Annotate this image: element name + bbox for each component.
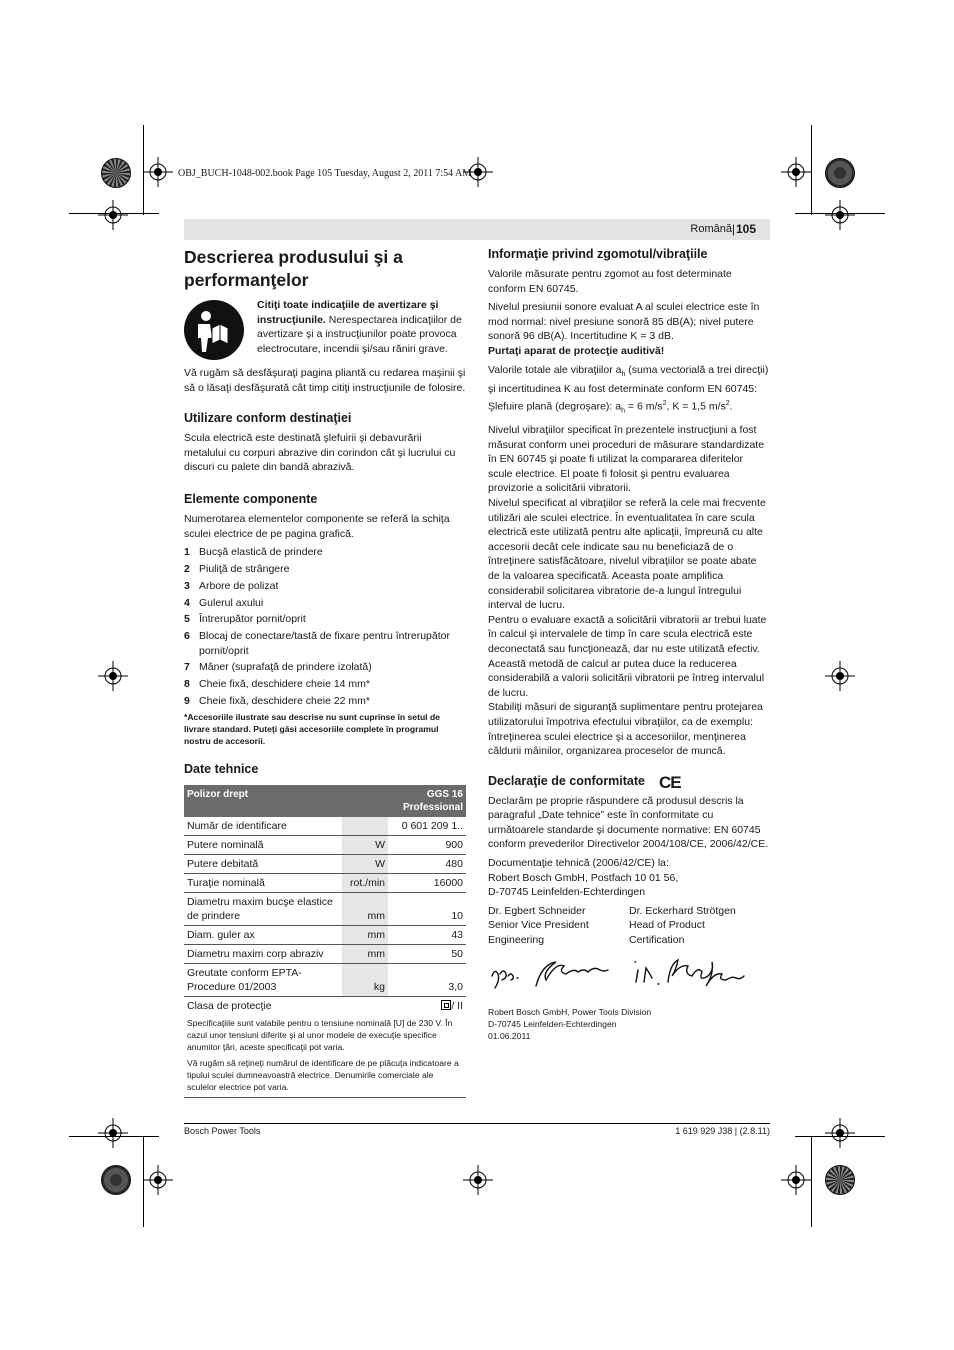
footer-left: Bosch Power Tools	[184, 1126, 261, 1136]
print-header: OBJ_BUCH-1048-002.book Page 105 Tuesday, August 2, 2011 7:54 AM	[178, 168, 472, 179]
signatures-image	[488, 952, 770, 998]
left-column	[184, 246, 466, 1098]
conformity-p2: Documentaţie tehnică (2006/42/CE) la: Robert Bosch GmbH, Postfach 10 01 56, D-70745 Leinfelden-Echterdingen	[488, 857, 679, 899]
noise-heading: Informaţie privind zgomotul/vibraţiile	[488, 247, 708, 261]
usage-heading: Utilizare conform destinaţiei	[184, 411, 352, 426]
list-item: 6 Blocaj de conectare/tastă de fixare pentru întrerupător pornit/oprit	[184, 630, 450, 657]
registration-mark-icon	[825, 661, 855, 691]
signatories	[488, 904, 770, 948]
list-item: 4 Gulerul axului	[184, 596, 264, 609]
ce-mark-icon: CE	[659, 772, 681, 792]
registration-disc-icon	[101, 158, 131, 188]
noise-p2: Nivelul presiunii sonore evaluat A al sculei electrice este în mod normal: nivel presiune sonoră 85 dB(A); nivel putere sonoră 96 dB(A). Incertitudine K = 3 dB.	[488, 301, 760, 343]
table-row: Greutate conform EPTA-Procedure 01/2003 kg 3,0	[184, 963, 466, 996]
accessories-note: *Accesoriile ilustrate sau descrise nu sunt cuprinse în setul de livrare standard. Puteţi găsi accesoriile complete în programul nostru de accesorii.	[184, 711, 440, 746]
tech-note-voltage: Specificaţiile sunt valabile pentru o tensiune nominală [U] de 230 V. În cazul unor tensiuni diferite şi al unor modele de execuţie specifice anumitor ţări, aceste specificaţii pot varia.	[187, 1017, 453, 1052]
registration-mark-icon	[781, 157, 811, 187]
list-item: 7 Mâner (suprafaţă de prindere izolată)	[184, 661, 372, 674]
table-header-product: Polizor drept	[184, 785, 388, 817]
company-line: Robert Bosch GmbH, Power Tools Division	[488, 1006, 652, 1017]
list-item: 1 Bucşă elastică de prindere	[184, 546, 323, 559]
right-column	[488, 246, 770, 1042]
list-item: 3 Arbore de polizat	[184, 579, 279, 592]
registration-mark-icon	[463, 157, 493, 187]
components-list	[184, 545, 466, 708]
tech-data-table	[184, 785, 466, 1015]
registration-mark-icon	[98, 200, 128, 230]
list-item: 2 Piuliţă de strângere	[184, 562, 290, 575]
registration-mark-icon	[143, 157, 173, 187]
page-language: Română	[690, 223, 732, 235]
tech-note-id: Vă rugăm să reţineţi numărul de identificare de pe plăcuţa indicatoare a tipului sculei dumneavoastră electrice. Denumirile comerciale ale sculelor electrice pot varia.	[187, 1057, 459, 1092]
registration-disc-icon	[101, 1165, 131, 1195]
registration-disc-icon	[825, 1165, 855, 1195]
registration-mark-icon	[143, 1165, 173, 1195]
noise-p5: Nivelul vibraţiilor specificat în prezentele instrucţiuni a fost măsurat conform unei proceduri de măsurare standardizate în EN 60745 şi poate fi utilizat la compararea diferitelor scule electrice. El poate fi folosit şi pentru evaluarea provizorie a solicitării vibratorii.	[488, 424, 765, 495]
table-row: Diametru maxim bucşe elastice de prindere mm 10	[184, 892, 466, 925]
list-item: 5 Întrerupător pornit/oprit	[184, 613, 306, 626]
registration-mark-icon	[825, 1118, 855, 1148]
registration-mark-icon	[98, 661, 128, 691]
list-item: 8 Cheie fixă, deschidere cheie 14 mm*	[184, 678, 371, 691]
company-address: D-70745 Leinfelden-Echterdingen	[488, 1018, 617, 1029]
usage-text: Scula electrică este destinată şlefuirii şi debavurării metalului cu corpuri abrazive din corindon cât şi lucrului cu discuri cu palete din bandă abrazivă.	[184, 432, 456, 474]
table-row: Turaţie nominală rot./min 16000	[184, 873, 466, 892]
table-row: Diametru maxim corp abraziv mm 50	[184, 944, 466, 963]
page-header-bar	[184, 219, 770, 240]
list-item: 9 Cheie fixă, deschidere cheie 22 mm*	[184, 695, 371, 707]
page-number: 105	[735, 222, 756, 236]
read-manual-icon	[184, 300, 244, 360]
conformity-date: 01.06.2011	[488, 1030, 531, 1041]
crop-mark	[811, 125, 812, 215]
footer-right: 1 619 929 J38 | (2.8.11)	[675, 1126, 770, 1136]
page-title: Descrierea produsului şi a performanţelor	[184, 247, 403, 290]
footer-rule	[184, 1123, 770, 1124]
table-row: Număr de identificare 0 601 209 1..	[184, 817, 466, 836]
table-header-row	[184, 785, 466, 817]
components-heading: Elemente componente	[184, 491, 318, 506]
noise-p6: Nivelul specificat al vibraţiilor se referă la cele mai frecvente utilizări ale sculei electrice. În eventualitatea în care scula electrică este utilizată pentru alte aplicaţii, împreună cu alte accesorii decât cele indicate sau nu beneficiază de o întreţinere satisfăcătoare, nivelul vibraţiilor se poate abate de la valoarea specificată. Aceasta poate amplifica considerabil solicitarea vibratorie de-a lungul întregului interval de lucru.	[488, 497, 766, 612]
conformity-heading: Declaraţie de conformitate CE	[488, 772, 681, 792]
noise-p7: Pentru o evaluare exactă a solicitării vibratorii ar trebui luate în calcul şi intervalele de timp în care scula electrică este deconectată sau funcţionează, dar nu este utilizată efectiv. Această metodă de calcul ar putea duce la reducerea considerabilă a valorii solicitării vibratorii pe întreg intervalul de lucru.	[488, 613, 767, 699]
conformity-p1: Declarăm pe proprie răspundere că produsul descris la paragraful „Date tehnice” este în conformitate cu următoarele standarde şi documente normative: EN 60745 conform prevederilor Directivelor 2004/108/CE, 2006/42/CE.	[488, 794, 769, 851]
crop-mark	[811, 1137, 812, 1227]
table-row: Putere nominală W 900	[184, 835, 466, 854]
intro-text: Vă rugăm să desfăşuraţi pagina pliantă cu redarea maşinii şi să o lăsaţi desfăşurată cât timp citiţi instrucţiunile de folosire.	[184, 367, 466, 394]
registration-mark-icon	[781, 1165, 811, 1195]
double-insulation-icon	[441, 1000, 451, 1010]
registration-mark-icon	[98, 1118, 128, 1148]
noise-p1: Valorile măsurate pentru zgomot au fost determinate conform EN 60745.	[488, 268, 732, 295]
tech-notes	[184, 1015, 466, 1098]
noise-p8: Stabiliţi măsuri de siguranţă suplimentare pentru protejarea utilizatorului împotriva efectului vibraţiilor, ca de exemplu: întreţinerea sculei electrice şi a accesoriilor, menţinerea căldurii mâinilor, organizarea proceselor de muncă.	[488, 701, 763, 758]
signatory-2: Dr. Eckerhard Strötgen Head of Product Certification	[629, 904, 736, 947]
noise-p3: Purtaţi aparat de protecţie auditivă!	[488, 344, 665, 357]
signatory-1: Dr. Egbert Schneider Senior Vice President Engineering	[488, 904, 589, 947]
table-row: Diam. guler ax mm 43	[184, 925, 466, 944]
components-intro: Numerotarea elementelor componente se referă la schiţa sculei electrice de pe pagina grafică.	[184, 512, 450, 540]
page-separator: |	[731, 222, 735, 236]
registration-mark-icon	[825, 200, 855, 230]
table-row: Clasa de protecţie / II	[187, 999, 463, 1012]
warning-block	[184, 298, 466, 364]
table-header-model: GGS 16 Professional	[388, 785, 466, 817]
registration-mark-icon	[463, 1165, 493, 1195]
noise-p4: Valorile totale ale vibraţiilor $a_h$ (suma vectorială a trei direcţii) şi incertitudinea K au fost determinate conform EN 60745: Şlefuire plană (degroşare): $a_h = 6$ $m/s^2$, K = 1,5 $m/s^2$.	[488, 363, 769, 415]
warning-text: Citiţi toate indicaţiile de avertizare şi instrucţiunile. Nerespectarea indicaţiilor de avertizare şi a instrucţiunilor poate provoca electrocutare, incendii şi/sau răniri grave.	[257, 299, 462, 355]
registration-disc-icon	[825, 158, 855, 188]
tech-heading: Date tehnice	[184, 761, 259, 776]
table-row: Putere debitată W 480	[184, 854, 466, 873]
